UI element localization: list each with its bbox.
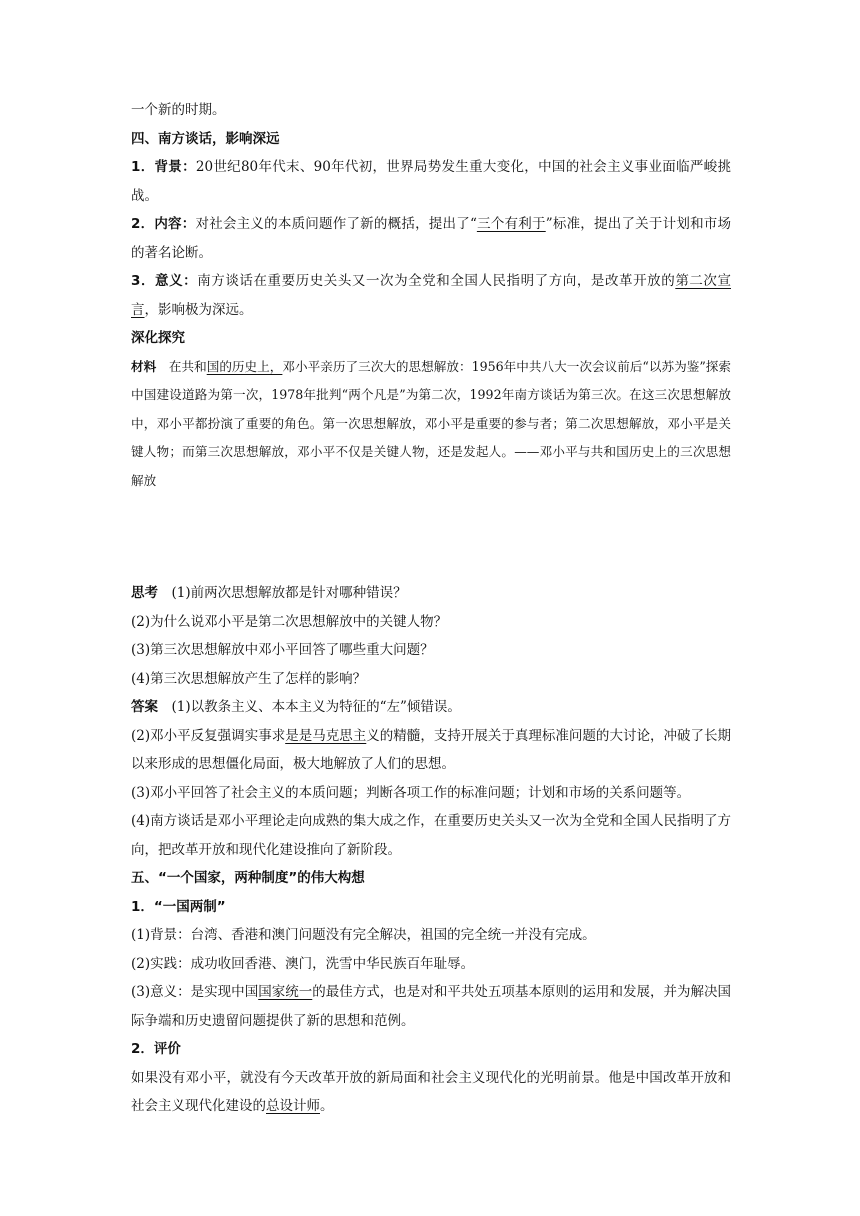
ocs-significance xyxy=(131,978,731,1035)
question-3: (3)第三次思想解放中邓小平回答了哪些重大问题？ xyxy=(131,642,434,658)
answer-3: (3)邓小平回答了社会主义的本质问题；判断各项工作的标准问题；计划和市场的关系问题等。 xyxy=(131,784,691,801)
intro-line: 一个新的时期。 xyxy=(131,102,226,118)
material-text-b: 邓小平亲历了三次大的思想解放：1956年中共八大一次会议前后“以苏为鉴”探索中国建设道路为第一次，1978年批判“两个凡是”为第二次，1992年南方谈话为第三次。在这三次思想解放中，邓小平都扮演了重要的角色。第一次思想解放，邓小平是重要的参与者；第二次思想解放，邓小平是关键人物；而第三次思想解放，邓小平不仅是关键人物，还是发起人。——邓小平与共和国历史上的三次思想解放 xyxy=(131,358,732,488)
significance-paragraph xyxy=(131,267,731,324)
significance-text-a: 南方谈话在重要历史关头又一次为全党和全国人民指明了方向，是改革开放的 xyxy=(197,273,676,289)
think-label: 思考 xyxy=(131,585,158,601)
material-paragraph xyxy=(131,353,731,496)
section-5-title: 五、“一个国家，两种制度”的伟大构想 xyxy=(131,870,365,886)
background-text: 20世纪80年代末、90年代初，世界局势发生重大变化，中国的社会主义事业面临严峻挑战。 xyxy=(131,159,731,204)
material-underlined: 国的历史上， xyxy=(206,358,283,374)
material-label: 材料 xyxy=(131,358,157,374)
evaluation-text-a: 如果没有邓小平，就没有今天改革开放的新局面和社会主义现代化的光明前景。他是中国改革开放和社会主义现代化建设的 xyxy=(131,1069,731,1114)
ocs-practice: (2)实践：成功收回香港、澳门，洗雪中华民族百年耻辱。 xyxy=(131,955,475,972)
answer-2-text-b: 义的精髓，支持开展关于真理标准问题的大讨论，冲破了长期以来形成的思想僵化局面，极大地解放了人们的思想。 xyxy=(131,727,732,772)
one-country-two-systems-title: 1．“一国两制” xyxy=(131,898,226,915)
significance-label: 3．意义： xyxy=(131,273,198,289)
ocs-significance-text-b: 的最佳方式，也是对和平共处五项基本原则的运用和发展，并为解决国际争端和历史遗留问题提供了新的思想和范例。 xyxy=(131,984,732,1029)
evaluation-paragraph xyxy=(131,1064,731,1121)
question-1-text: (1)前两次思想解放都是针对哪种错误？ xyxy=(158,585,407,601)
deep-inquiry-title: 深化探究 xyxy=(131,330,185,346)
content-text-b: ”标准，提出了关于计划和市场的著名论断。 xyxy=(131,216,732,261)
blank-gap xyxy=(131,495,731,579)
national-unification-term: 国家统一 xyxy=(258,984,313,1000)
evaluation-title: 2．评价 xyxy=(131,1041,181,1057)
answer-1 xyxy=(131,693,731,722)
background-label: 1．背景： xyxy=(131,159,196,175)
answer-label: 答案 xyxy=(131,699,158,715)
three-benefits-term: 三个有利于 xyxy=(476,216,546,232)
answer-1-text: (1)以教条主义、本本主义为特征的“左”倾错误。 xyxy=(158,699,461,715)
ocs-significance-text-a: (3)意义：是实现中国 xyxy=(131,984,259,1000)
answer-2-text-a: (2)邓小平反复强调实事求 xyxy=(131,727,286,744)
evaluation-text-b: 。 xyxy=(320,1098,334,1114)
question-2: (2)为什么说邓小平是第二次思想解放中的关键人物？ xyxy=(131,613,448,630)
second-declaration-term: 第二次宣言 xyxy=(131,273,731,318)
content-text-a: 对社会主义的本质问题作了新的概括，提出了“ xyxy=(195,216,477,232)
ocs-background: (1)背景：台湾、香港和澳门问题没有完全解决，祖国的完全统一并没有完成。 xyxy=(131,927,596,943)
section-4-title: 四、南方谈话，影响深远 xyxy=(131,130,280,147)
significance-text-b: ，影响极为深远。 xyxy=(144,301,253,318)
answer-2-underlined: 是是马克思主 xyxy=(285,727,367,744)
background-paragraph xyxy=(131,153,731,210)
question-4: (4)第三次思想解放产生了怎样的影响？ xyxy=(131,670,367,687)
document-page xyxy=(131,96,731,1121)
answer-4: (4)南方谈话是邓小平理论走向成熟的集大成之作，在重要历史关头又一次为全党和全国人民指明了方向，把改革开放和现代化建设推向了新阶段。 xyxy=(131,813,731,858)
chief-architect-term: 总设计师 xyxy=(266,1098,320,1114)
content-paragraph xyxy=(131,210,731,267)
answer-2 xyxy=(131,722,731,779)
material-text-a: 在共和 xyxy=(156,358,207,374)
content-label: 2．内容： xyxy=(131,216,196,232)
question-1 xyxy=(131,579,731,608)
